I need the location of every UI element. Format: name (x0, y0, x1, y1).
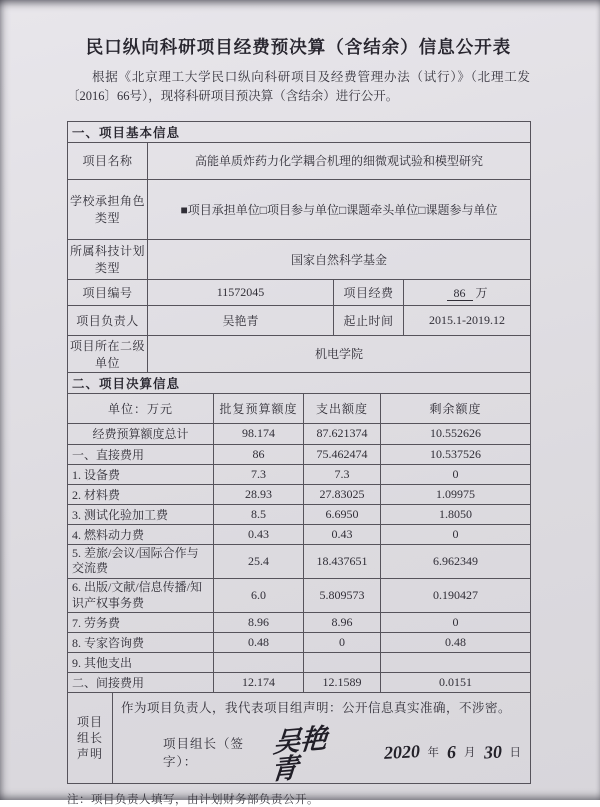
budget-cell: 12.174 (214, 673, 304, 693)
spent-cell: 12.1589 (304, 673, 381, 693)
role-type-label: 学校承担角色类型 (68, 179, 148, 239)
row-department (68, 335, 531, 372)
declaration-label-line: 声明 (76, 747, 103, 762)
unit-label: 单位：万元 (68, 393, 214, 423)
declaration-row (68, 693, 531, 784)
funds-unit: 万 (475, 285, 488, 300)
budget-row-travel (68, 544, 531, 578)
budget-row-total (68, 423, 531, 444)
row-label: 1. 设备费 (68, 464, 214, 484)
project-number-label: 项目编号 (68, 279, 148, 305)
budget-cell: 0.43 (214, 524, 304, 544)
remain-cell: 0.0151 (381, 673, 531, 693)
remain-cell: 1.09975 (381, 484, 531, 504)
role-type-options: ■项目承担单位□项目参与单位□课题牵头单位□课题参与单位 (148, 179, 531, 239)
spent-cell: 87.621374 (304, 423, 381, 444)
budget-row-consulting (68, 633, 531, 653)
row-label: 5. 差旅/会议/国际合作与交流费 (68, 544, 214, 578)
handwritten-date (379, 742, 525, 763)
budget-row-direct (68, 444, 531, 464)
project-name-value: 高能单质炸药力化学耦合机理的细微观试验和模型研究 (148, 142, 531, 179)
project-name-label: 项目名称 (68, 142, 148, 179)
handwritten-signature: 吴艳青 (269, 723, 329, 786)
remain-cell: 0.190427 (381, 578, 531, 612)
funds-amount: 86 (447, 286, 473, 301)
remain-cell: 0 (381, 464, 531, 484)
row-label: 一、直接费用 (68, 444, 214, 464)
spent-cell: 75.462474 (304, 444, 381, 464)
paper-content (67, 34, 530, 807)
budget-cell: 0.48 (214, 633, 304, 653)
project-leader-label: 项目负责人 (68, 305, 148, 335)
spent-cell: 6.6950 (304, 504, 381, 524)
budget-cell: 28.93 (214, 484, 304, 504)
row-project-name (68, 142, 531, 179)
section-basic-info-header (68, 121, 531, 142)
plan-type-value: 国家自然科学基金 (148, 239, 531, 279)
row-plan-type (68, 239, 531, 279)
section-budget-title: 二、项目决算信息 (68, 372, 531, 393)
spent-cell: 0.43 (304, 524, 381, 544)
budget-row-materials (68, 484, 531, 504)
department-label: 项目所在二级单位 (68, 335, 148, 372)
footnote: 注：项目负责人填写，由计划财务部负责公开。 (67, 794, 319, 807)
row-label: 8. 专家咨询费 (68, 633, 214, 653)
section-basic-info-title: 一、项目基本信息 (68, 121, 531, 142)
remain-cell: 0.48 (381, 633, 531, 653)
spent-cell: 18.437651 (304, 544, 381, 578)
remain-cell: 1.8050 (381, 504, 531, 524)
project-number-value: 11572045 (148, 279, 334, 305)
remain-cell: 10.552626 (381, 423, 531, 444)
basic-info-table (67, 121, 531, 373)
remain-cell: 6.962349 (381, 544, 531, 578)
budget-header-row (68, 393, 531, 423)
period-label: 起止时间 (334, 305, 404, 335)
budget-row-indirect (68, 673, 531, 693)
budget-cell: 7.3 (214, 464, 304, 484)
row-label: 二、间接费用 (68, 673, 214, 693)
year-suffix: 年 (427, 747, 439, 760)
row-label: 经费预算额度总计 (68, 423, 214, 444)
department-value: 机电学院 (148, 335, 531, 372)
month-suffix: 月 (464, 747, 476, 760)
budget-row-other (68, 653, 531, 673)
col-header-budget: 批复预算额度 (214, 393, 304, 423)
row-label: 3. 测试化验加工费 (68, 504, 214, 524)
budget-cell: 86 (214, 444, 304, 464)
spent-cell: 27.83025 (304, 484, 381, 504)
plan-type-label: 所属科技计划类型 (68, 239, 148, 279)
declaration-table (67, 692, 531, 784)
period-value: 2015.1-2019.12 (404, 305, 531, 335)
row-label: 9. 其他支出 (68, 653, 214, 673)
signature-line (121, 723, 524, 786)
row-project-number (68, 279, 531, 305)
row-label: 2. 材料费 (68, 484, 214, 504)
date-year: 2020 (382, 740, 420, 763)
project-funds-label: 项目经费 (334, 279, 404, 305)
declaration-label-line: 项目 (76, 714, 103, 729)
spent-cell: 5.809573 (304, 578, 381, 612)
date-month: 6 (446, 741, 457, 762)
spent-cell: 7.3 (304, 464, 381, 484)
budget-cell (214, 653, 304, 673)
row-project-leader (68, 305, 531, 335)
declaration-label-line: 组长 (76, 731, 103, 746)
declaration-label (68, 693, 113, 784)
page-title: 民口纵向科研项目经费预决算（含结余）信息公开表 (85, 37, 512, 57)
section-budget-header (68, 372, 531, 393)
budget-row-labor (68, 613, 531, 633)
budget-cell: 25.4 (214, 544, 304, 578)
project-funds-value (404, 279, 531, 305)
remain-cell: 0 (381, 613, 531, 633)
remain-cell: 0 (381, 524, 531, 544)
spent-cell (304, 653, 381, 673)
budget-table (67, 372, 531, 693)
row-label: 6. 出版/文献/信息传播/知识产权事务费 (68, 578, 214, 612)
budget-cell: 6.0 (214, 578, 304, 612)
day-suffix: 日 (509, 747, 521, 760)
row-role-type (68, 179, 531, 239)
date-day: 30 (482, 741, 502, 763)
budget-cell: 8.96 (214, 613, 304, 633)
budget-cell: 8.5 (214, 504, 304, 524)
col-header-spent: 支出额度 (304, 393, 381, 423)
intro-paragraph: 根据《北京理工大学民口纵向科研项目及经费管理办法（试行）》（北理工发〔2016〕66号），现将科研项目预决算（含结余）进行公开。 (67, 70, 530, 104)
budget-row-equipment (68, 464, 531, 484)
remain-cell: 10.537526 (381, 444, 531, 464)
row-label: 7. 劳务费 (68, 613, 214, 633)
budget-row-fuel (68, 524, 531, 544)
project-leader-name: 吴艳青 (148, 305, 334, 335)
declaration-statement: 作为项目负责人，我代表项目组声明：公开信息真实准确，不涉密。 (121, 701, 512, 716)
budget-row-testing (68, 504, 531, 524)
budget-row-publication (68, 578, 531, 612)
remain-cell (381, 653, 531, 673)
signature-label: 项目组长（签字）： (163, 737, 245, 770)
spent-cell: 8.96 (304, 613, 381, 633)
col-header-remain: 剩余额度 (381, 393, 531, 423)
declaration-body (113, 693, 531, 784)
spent-cell: 0 (304, 633, 381, 653)
row-label: 4. 燃料动力费 (68, 524, 214, 544)
budget-cell: 98.174 (214, 423, 304, 444)
